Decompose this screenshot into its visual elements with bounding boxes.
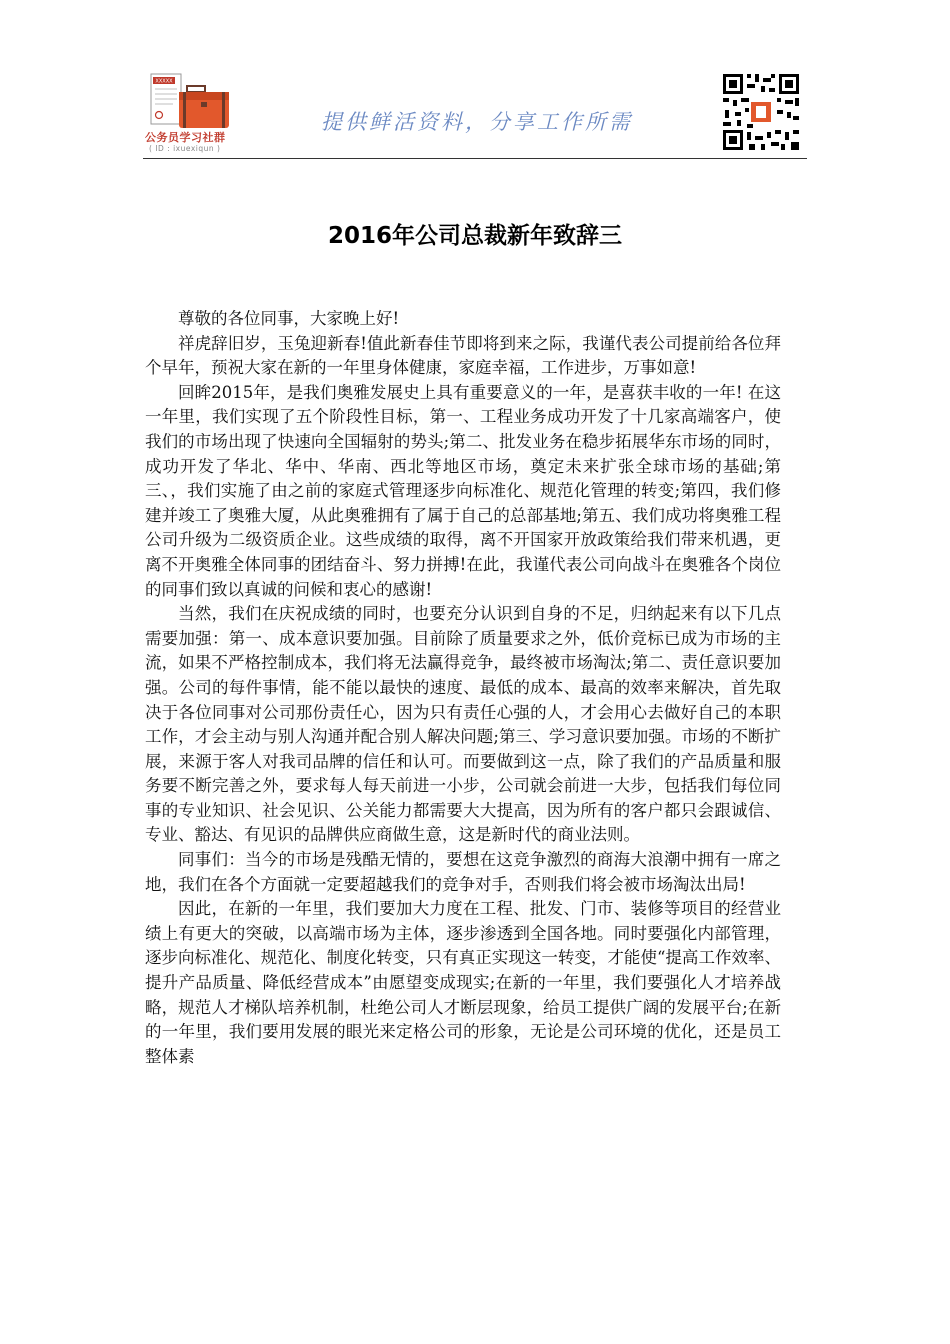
logo-badge-text: XXXXX	[155, 78, 173, 85]
qr-code-icon[interactable]	[721, 72, 801, 152]
paragraph-competition: 同事们：当今的市场是残酷无情的，要想在这竞争激烈的商海大浪潮中拥有一席之地，我们在各个方面就一定要超越我们的竞争对手，否则我们将会被市场淘汰出局!	[145, 850, 781, 894]
logo-name: 公务员学习社群	[145, 131, 226, 144]
paragraph-new-year-plans: 因此，在新的一年里，我们要加大力度在工程、批发、门市、装修等项目的经营业绩上有更大的突破，以高端市场为主体，逐步渗透到全国各地。同时要强化内部管理，逐步向标准化、规范化、制度化转变，只有真正实现这一转变，才能使“提高工作效率、提升产品质量、降低经营成本”由愿望变成现实;在新的一年里，我们要强化人才培养战略，规范人才梯队培养机制，杜绝公司人才断层现象，给员工提供广阔的发展平台;在新的一年里，我们要用发展的眼光来定格公司的形象，无论是公司环境的优化，还是员工整体素	[145, 899, 781, 1066]
page-title: 2016年公司总裁新年致辞三	[327, 223, 622, 249]
paragraph-2015-review: 回眸2015年，是我们奥雅发展史上具有重要意义的一年，是喜获丰收的一年! 在这一年里，我们实现了五个阶段性目标，第一、工程业务成功开发了十几家高端客户，使我们的市场出现了快速向全国辐射的势头;第二、批发业务在稳步拓展华东市场的同时，成功开发了华北、华中、华南、西北等地区市场，奠定未来扩张全球市场的基础;第三、，我们实施了由之前的家庭式管理逐步向标准化、规范化管理的转变;第四，我们修建并竣工了奥雅大厦，从此奥雅拥有了属于自己的总部基地;第五、我们成功将奥雅工程公司升级为二级资质企业。这些成绩的取得，离不开国家开放政策给我们带来机遇，更离不开奥雅全体同事的团结奋斗、努力拼搏!在此，我谨代表公司向战斗在奥雅各个岗位的同事们致以真诚的问候和衷心的感谢!	[145, 382, 781, 599]
document-body	[145, 307, 781, 1069]
page-header	[143, 66, 807, 159]
salutation: 尊敬的各位同事，大家晚上好!	[178, 309, 400, 328]
paragraph-new-year-greeting: 祥虎辞旧岁，玉兔迎新春!值此新春佳节即将到来之际，我谨代表公司提前给各位拜个早年，预祝大家在新的一年里身体健康，家庭幸福，工作进步，万事如意!	[145, 333, 781, 378]
logo-id: ( ID : ixuexiqun )	[149, 144, 221, 153]
briefcase-logo-icon	[143, 72, 243, 136]
tagline: 提供鲜活资料，分享工作所需	[321, 110, 633, 134]
paragraph-improvements: 当然，我们在庆祝成绩的同时，也要充分认识到自身的不足，归纳起来有以下几点需要加强：第一、成本意识要加强。目前除了质量要求之外，低价竞标已成为市场的主流，如果不严格控制成本，我们将无法赢得竞争，最终被市场淘汰;第二、责任意识要加强。公司的每件事情，能不能以最快的速度、最低的成本、最高的效率来解决，首先取决于各位同事对公司那份责任心，因为只有责任心强的人，才会用心去做好自己的本职工作，才会主动与别人沟通并配合别人解决问题;第三、学习意识要加强。市场的不断扩展，来源于客人对我司品牌的信任和认可。而要做到这一点，除了我们的产品质量和服务要不断完善之外，要求每人每天前进一小步，公司就会前进一大步，包括我们每位同事的专业知识、社会见识、公关能力都需要大大提高，因为所有的客户都只会跟诚信、专业、豁达、有见识的品牌供应商做生意，这是新时代的商业法则。	[145, 604, 781, 845]
